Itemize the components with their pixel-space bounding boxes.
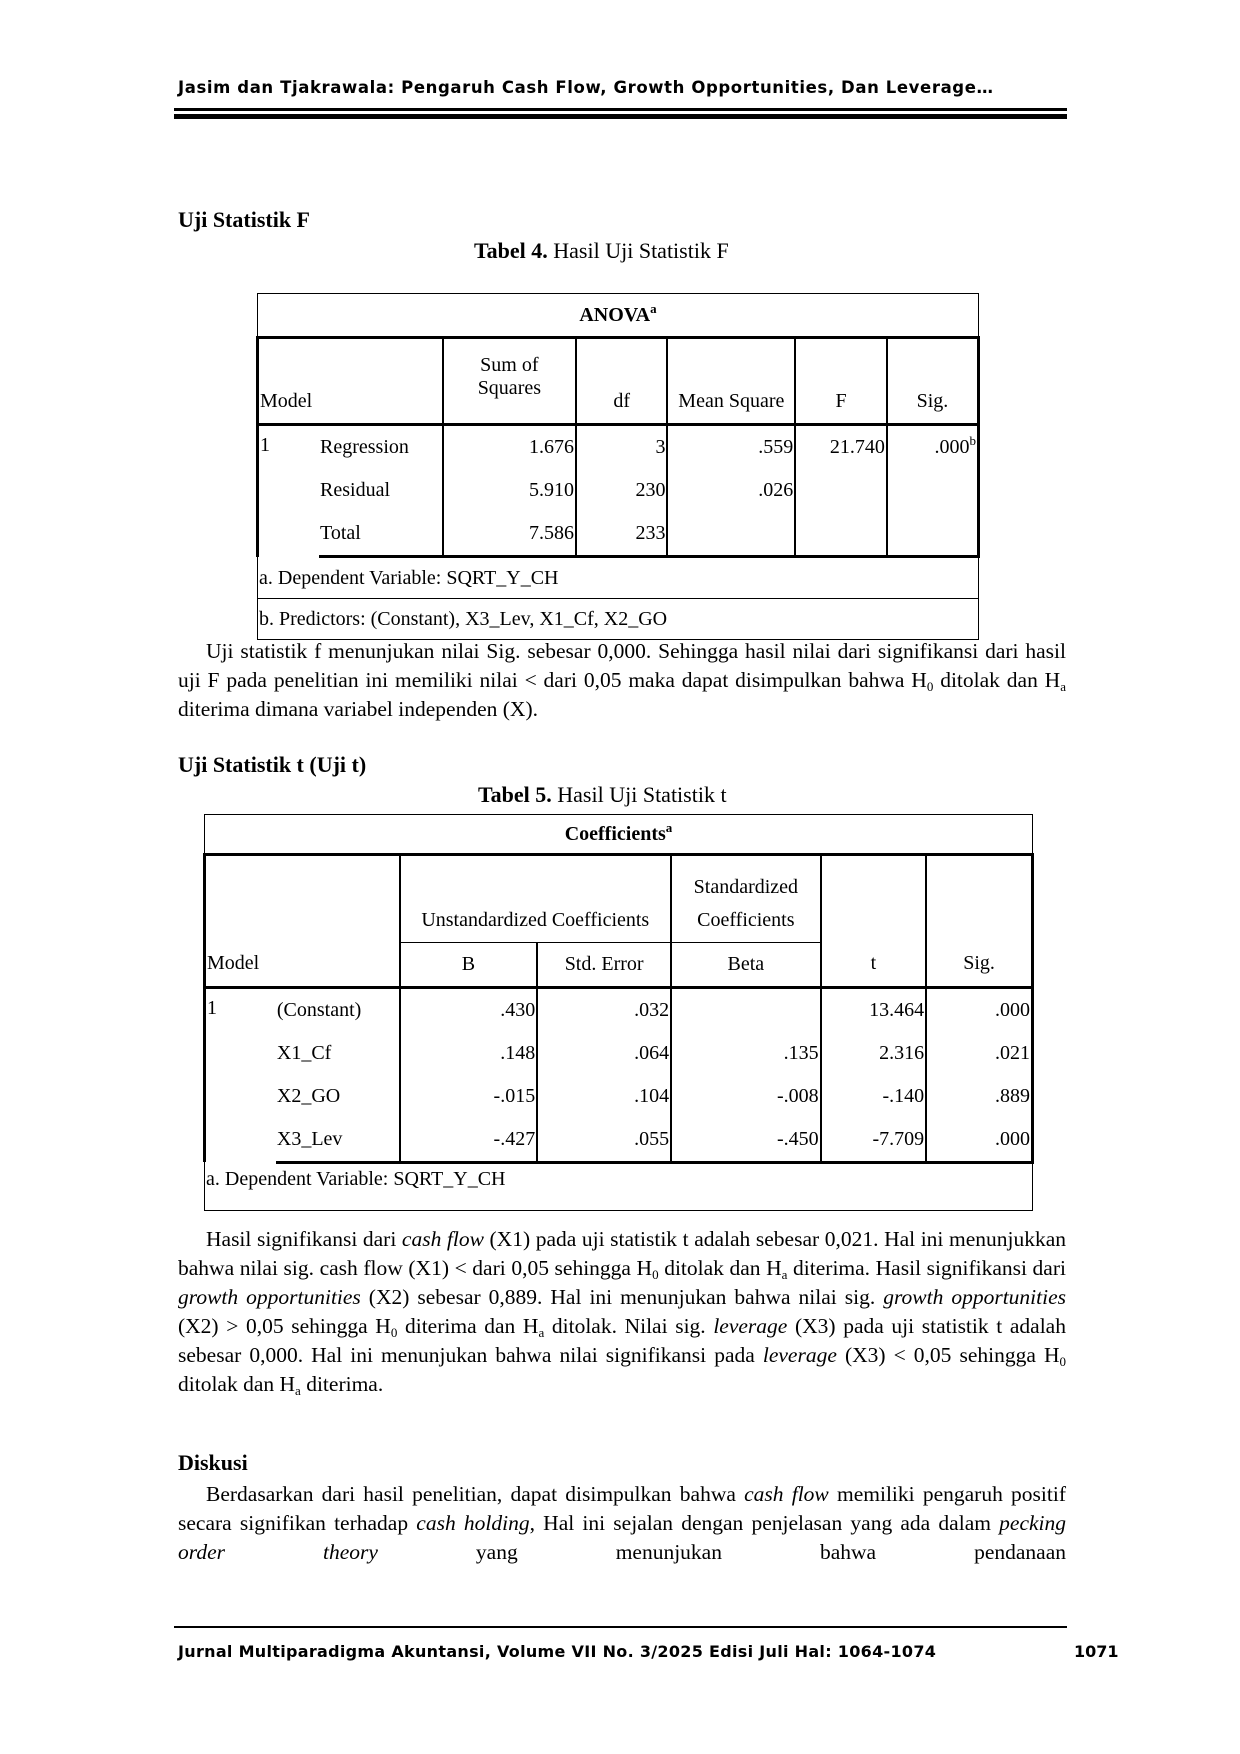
coeff-row-label: X3_Lev bbox=[276, 1118, 400, 1163]
para-d-text: , Hal ini sejalan dengan penjelasan yang ada dalam bbox=[529, 1511, 1000, 1535]
para-d-italic: cash holding bbox=[416, 1511, 530, 1535]
para-t-text: diterima. Hasil signifikansi dari bbox=[787, 1256, 1066, 1280]
anova-cell bbox=[887, 469, 979, 512]
coeff-title-sup: a bbox=[665, 819, 673, 835]
coeff-header-blank-t2 bbox=[821, 899, 927, 942]
coeff-cell: .032 bbox=[537, 987, 671, 1032]
coeff-header-row-1 bbox=[205, 855, 1033, 900]
table4-caption bbox=[474, 238, 729, 264]
para-t-sub: 0 bbox=[652, 1267, 659, 1282]
coeff-row-label: X2_GO bbox=[276, 1075, 400, 1118]
para-d-italic: cash flow bbox=[744, 1482, 829, 1506]
coeff-cell: .055 bbox=[537, 1118, 671, 1163]
anova-cell bbox=[795, 469, 887, 512]
coeff-header-std-1: Standardized bbox=[671, 855, 821, 900]
coeff-cell: -.450 bbox=[671, 1118, 821, 1163]
coeff-header-blank-t bbox=[821, 855, 927, 900]
table4-caption-text: Hasil Uji Statistik F bbox=[547, 238, 729, 263]
coeff-cell: -.008 bbox=[671, 1075, 821, 1118]
para-t-text: (X3) pada uji statistik t adalah sebesar 0,000. Hal ini menunjukan bahwa nilai signifikansi pada bbox=[178, 1314, 1066, 1367]
para-t-sub: a bbox=[781, 1267, 788, 1282]
anova-title bbox=[258, 294, 979, 338]
table-row bbox=[258, 425, 979, 470]
anova-model-number: 1 bbox=[258, 425, 320, 557]
para-t-sub: a bbox=[295, 1383, 301, 1398]
anova-row-label: Regression bbox=[319, 425, 443, 470]
anova-header-row-1 bbox=[258, 338, 979, 378]
table4-caption-label: Tabel 4. bbox=[474, 238, 548, 263]
para-f-text-3: diterima dimana variabel independen (X). bbox=[178, 697, 538, 721]
coeff-header-t: t bbox=[821, 942, 927, 987]
anova-cell: 3 bbox=[576, 425, 667, 470]
para-d-text: yang menunjukan bahwa pendanaan bbox=[377, 1540, 1067, 1564]
anova-cell: 7.586 bbox=[443, 512, 576, 557]
coefficients-table bbox=[203, 814, 1034, 1211]
table-row bbox=[258, 469, 979, 512]
paragraph-uji-t bbox=[178, 1225, 1066, 1399]
coeff-header-b: B bbox=[400, 942, 538, 987]
para-t-sub: 0 bbox=[390, 1325, 398, 1340]
coeff-cell: -.140 bbox=[821, 1075, 927, 1118]
coeff-cell: .000 bbox=[926, 987, 1032, 1032]
coeff-cell: -.015 bbox=[400, 1075, 538, 1118]
para-t-italic: cash flow bbox=[401, 1227, 484, 1251]
anova-title-row bbox=[258, 294, 979, 338]
coeff-header-sig: Sig. bbox=[926, 942, 1032, 987]
coeff-cell bbox=[671, 987, 821, 1032]
anova-cell: .026 bbox=[667, 469, 795, 512]
coeff-cell: -.427 bbox=[400, 1118, 538, 1163]
coeff-footnote-a: a. Dependent Variable: SQRT_Y_CH bbox=[205, 1162, 1033, 1210]
anova-header-df: df bbox=[576, 338, 667, 425]
para-t-sub: a bbox=[538, 1325, 545, 1340]
para-f-text-2: ditolak dan H bbox=[933, 668, 1061, 692]
table5-caption-text: Hasil Uji Statistik t bbox=[551, 782, 727, 807]
para-t-italic: leverage bbox=[762, 1343, 837, 1367]
anova-header-ms: Mean Square bbox=[667, 338, 795, 425]
coeff-cell: .430 bbox=[400, 987, 538, 1032]
table5-caption bbox=[478, 782, 727, 808]
anova-title-text: ANOVA bbox=[579, 303, 651, 326]
para-f-sub-2: a bbox=[1060, 679, 1066, 694]
para-t-italic: leverage bbox=[713, 1314, 788, 1338]
anova-footnote-row-b bbox=[258, 599, 979, 640]
anova-header-ss-2: Squares bbox=[443, 377, 576, 425]
coeff-cell: .135 bbox=[671, 1032, 821, 1075]
coeff-header-model: Model bbox=[205, 942, 400, 987]
anova-cell bbox=[795, 512, 887, 557]
para-t-text: (X1) pada uji statistik t adalah sebesar 0,021. Hal ini menunjukkan bahwa nilai sig. cash flow (X1) < dari 0,05 sehingga H bbox=[178, 1227, 1067, 1280]
coeff-cell: .889 bbox=[926, 1075, 1032, 1118]
para-t-text: (X2) > 0,05 sehingga H bbox=[178, 1314, 391, 1338]
para-t-text: diterima dan H bbox=[397, 1314, 539, 1338]
coeff-cell: -7.709 bbox=[821, 1118, 927, 1163]
coeff-cell: .000 bbox=[926, 1118, 1032, 1163]
anova-cell: 1.676 bbox=[443, 425, 576, 470]
table-row bbox=[258, 512, 979, 557]
coeff-cell: .148 bbox=[400, 1032, 538, 1075]
coeff-header-std-2: Coefficients bbox=[671, 899, 821, 942]
header-rule-thick bbox=[174, 114, 1067, 119]
para-t-italic: growth opportunities bbox=[178, 1285, 361, 1309]
table-row bbox=[205, 1032, 1033, 1075]
paragraph-uji-f bbox=[178, 637, 1066, 724]
anova-header-sig: Sig. bbox=[887, 338, 979, 425]
anova-title-sup: a bbox=[650, 300, 657, 316]
coeff-header-blank-sig bbox=[926, 855, 1032, 900]
para-d-text: Berdasarkan dari hasil penelitian, dapat disimpulkan bahwa bbox=[206, 1482, 745, 1506]
section-heading-uji-t: Uji Statistik t (Uji t) bbox=[178, 752, 367, 777]
coeff-title-text: Coefficients bbox=[564, 822, 666, 845]
anova-row-label: Total bbox=[319, 512, 443, 557]
para-d-italic: pecking order theory bbox=[178, 1511, 1067, 1564]
para-t-text: (X2) sebesar 0,889. Hal ini menunjukan bahwa nilai sig. bbox=[360, 1285, 884, 1309]
coeff-cell: .021 bbox=[926, 1032, 1032, 1075]
anova-sig-sup: b bbox=[969, 433, 976, 448]
coeff-row-label: X1_Cf bbox=[276, 1032, 400, 1075]
anova-cell bbox=[667, 512, 795, 557]
anova-cell bbox=[887, 512, 979, 557]
anova-cell: 233 bbox=[576, 512, 667, 557]
anova-header-ss-1: Sum of bbox=[443, 338, 576, 378]
para-t-italic: growth opportunities bbox=[883, 1285, 1067, 1309]
para-f-sub-1: 0 bbox=[926, 679, 934, 694]
para-t-text: diterima. bbox=[300, 1372, 384, 1396]
coeff-header-blank bbox=[205, 855, 400, 943]
coeff-title-row bbox=[205, 815, 1033, 855]
coeff-cell: 13.464 bbox=[821, 987, 927, 1032]
coeff-header-se: Std. Error bbox=[537, 942, 671, 987]
page-number: 1071 bbox=[1074, 1642, 1119, 1661]
anova-cell: 230 bbox=[576, 469, 667, 512]
para-t-text: ditolak. Nilai sig. bbox=[544, 1314, 714, 1338]
coeff-header-blank-2 bbox=[400, 855, 672, 900]
anova-header-model: Model bbox=[258, 338, 443, 425]
running-header: Jasim dan Tjakrawala: Pengaruh Cash Flow, Growth Opportunities, Dan Leverage… bbox=[178, 78, 994, 97]
para-t-text: ditolak dan H bbox=[178, 1372, 296, 1396]
paragraph-diskusi bbox=[178, 1480, 1066, 1567]
anova-cell: 5.910 bbox=[443, 469, 576, 512]
running-footer: Jurnal Multiparadigma Akuntansi, Volume VII No. 3/2025 Edisi Juli Hal: 1064-1074 bbox=[178, 1642, 937, 1661]
anova-cell-sig bbox=[887, 425, 979, 470]
anova-row-label: Residual bbox=[319, 469, 443, 512]
anova-footnote-b: b. Predictors: (Constant), X3_Lev, X1_Cf, X2_GO bbox=[258, 599, 979, 640]
para-t-sub: 0 bbox=[1059, 1354, 1066, 1369]
para-t-text: Hasil signifikansi dari bbox=[206, 1227, 402, 1251]
coeff-header-blank-sig2 bbox=[926, 899, 1032, 942]
para-f-text-1: Uji statistik f menunjukan nilai Sig. sebesar 0,000. Sehingga hasil nilai dari signifikansi dari hasil uji F pada penelitian ini memiliki nilai < dari 0,05 maka dapat disimpulkan bahwa H bbox=[178, 639, 1066, 692]
para-t-text: (X3) < 0,05 sehingga H bbox=[836, 1343, 1060, 1367]
anova-sig-value: .000 bbox=[934, 436, 970, 458]
coeff-row-label: (Constant) bbox=[276, 987, 400, 1032]
anova-table bbox=[256, 293, 980, 640]
coeff-footnote-row bbox=[205, 1162, 1033, 1210]
coeff-cell: .104 bbox=[537, 1075, 671, 1118]
anova-footnote-row-a bbox=[258, 557, 979, 599]
section-heading-uji-f: Uji Statistik F bbox=[178, 207, 310, 232]
anova-header-f: F bbox=[795, 338, 887, 425]
coeff-model-number: 1 bbox=[205, 987, 276, 1162]
coeff-cell: 2.316 bbox=[821, 1032, 927, 1075]
table5-caption-label: Tabel 5. bbox=[478, 782, 552, 807]
coeff-title bbox=[205, 815, 1033, 855]
coeff-header-row-3 bbox=[205, 942, 1033, 987]
footer-rule bbox=[174, 1626, 1067, 1628]
coeff-cell: .064 bbox=[537, 1032, 671, 1075]
coeff-header-beta: Beta bbox=[671, 942, 821, 987]
section-heading-diskusi: Diskusi bbox=[178, 1450, 248, 1475]
header-rule-thin bbox=[174, 108, 1067, 111]
anova-footnote-a: a. Dependent Variable: SQRT_Y_CH bbox=[258, 557, 979, 599]
para-d-text: memiliki pengaruh positif secara signifikan terhadap bbox=[178, 1482, 1066, 1535]
table-row bbox=[205, 987, 1033, 1032]
table-row bbox=[205, 1075, 1033, 1118]
para-t-text: ditolak dan H bbox=[658, 1256, 782, 1280]
coeff-header-unstd: Unstandardized Coefficients bbox=[400, 899, 672, 942]
anova-cell: 21.740 bbox=[795, 425, 887, 470]
anova-cell: .559 bbox=[667, 425, 795, 470]
table-row bbox=[205, 1118, 1033, 1163]
